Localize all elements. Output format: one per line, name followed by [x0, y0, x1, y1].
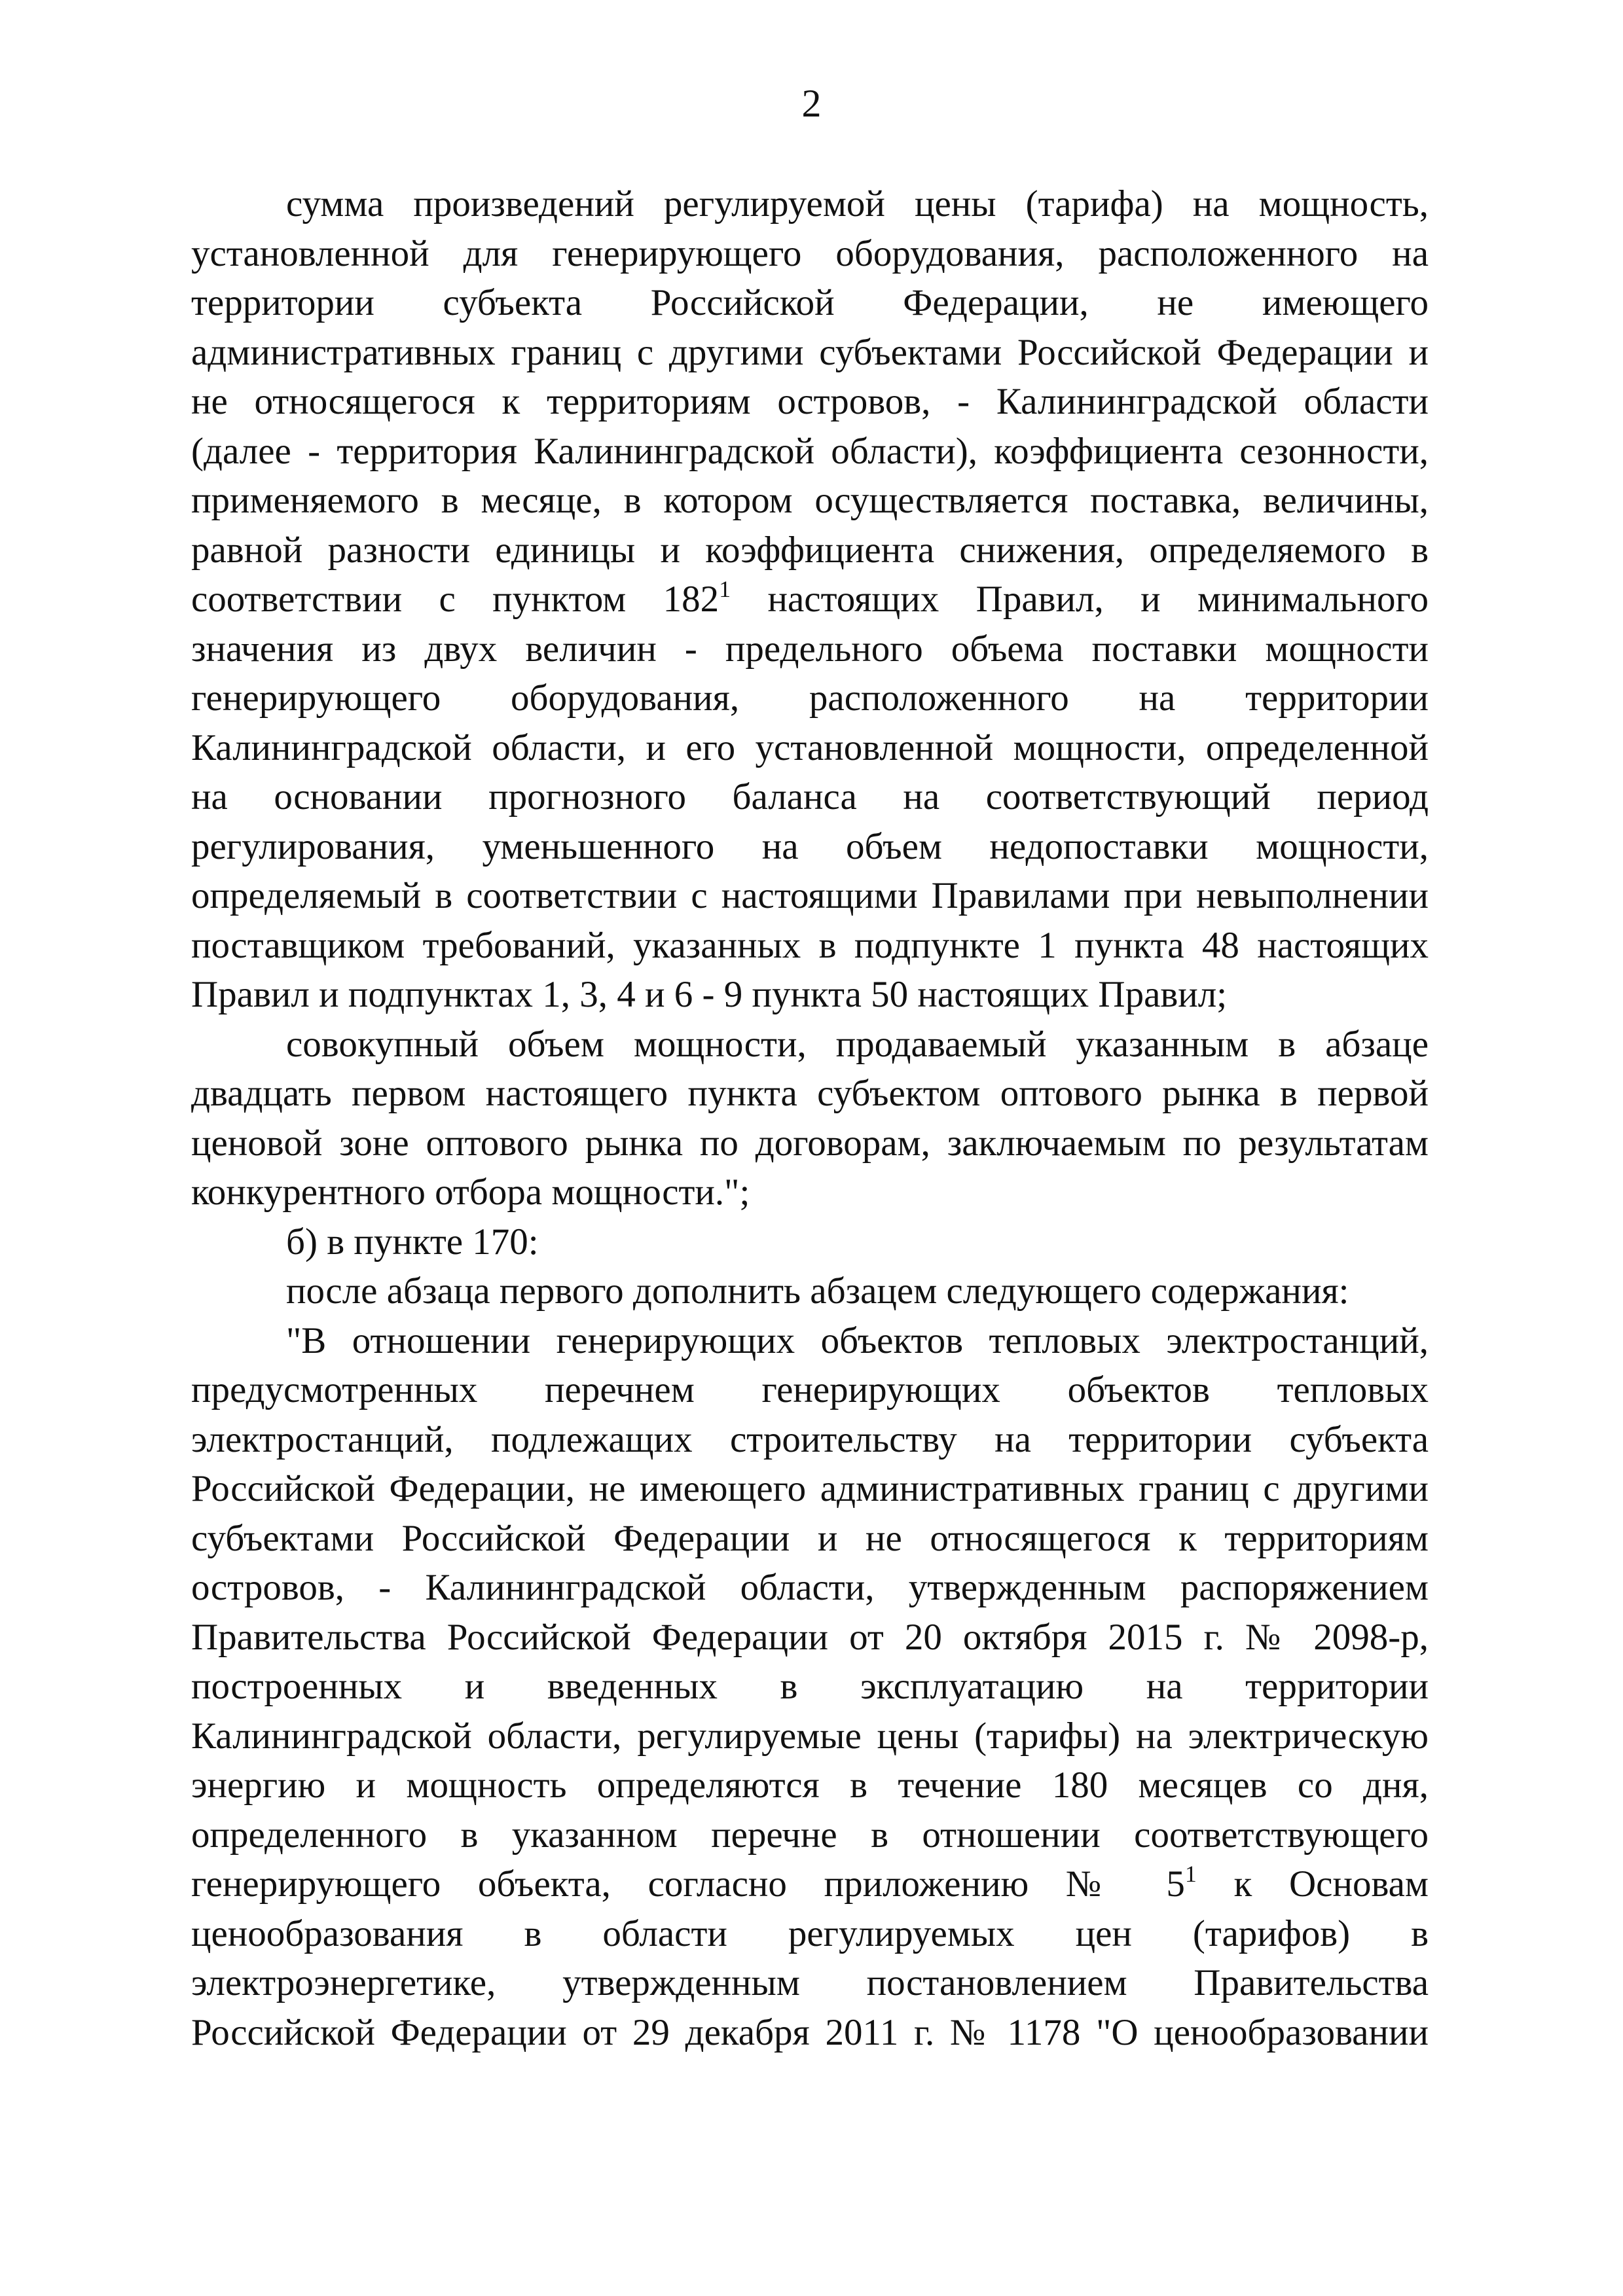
- text-line: значения из двух величин - предельного объема поставки мощности: [191, 628, 1429, 670]
- text-line: Правил и подпунктах 1, 3, 4 и 6 - 9 пункта 50 настоящих Правил;: [191, 974, 1228, 1015]
- text-line: определенного в указанном перечне в отношении соответствующего: [191, 1814, 1429, 1856]
- superscript: 1: [1184, 1861, 1197, 1887]
- text-line: электроэнергетике, утвержденным постановлением Правительства: [191, 1962, 1429, 2003]
- text-line: поставщиком требований, указанных в подпункте 1 пункта 48 настоящих: [191, 924, 1429, 966]
- text-line: предусмотренных перечнем генерирующих объектов тепловых: [191, 1369, 1429, 1410]
- text-line: субъектами Российской Федерации и не относящегося к территориям: [191, 1517, 1429, 1559]
- text-line: применяемого в месяце, в котором осуществляется поставка, величины,: [191, 480, 1429, 521]
- text-line: б) в пункте 170:: [286, 1221, 539, 1263]
- text-line: равной разности единицы и коэффициента снижения, определяемого в: [191, 529, 1429, 571]
- text-line: сумма произведений регулируемой цены (тарифа) на мощность,: [286, 183, 1429, 224]
- text-line: ценообразования в области регулируемых цен (тарифов) в: [191, 1912, 1429, 1954]
- text-segment: соответствии с пунктом 182: [191, 579, 720, 620]
- text-line: на основании прогнозного баланса на соответствующий период: [191, 776, 1429, 817]
- text-line: Российской Федерации от 29 декабря 2011 г. № 1178 "О ценообразовании: [191, 2011, 1429, 2053]
- text-line: [191, 1859, 1429, 1909]
- text-line: определяемый в соответствии с настоящими Правилами при невыполнении: [191, 875, 1429, 916]
- text-line: генерирующего оборудования, расположенного на территории: [191, 677, 1429, 719]
- text-line: Калининградской области, регулируемые цены (тарифы) на электрическую: [191, 1715, 1429, 1757]
- text-line: не относящегося к территориям островов, - Калининградской области: [191, 381, 1429, 422]
- text-line: энергию и мощность определяются в течение 180 месяцев со дня,: [191, 1765, 1429, 1806]
- text-line: ценовой зоне оптового рынка по договорам, заключаемым по результатам: [191, 1122, 1429, 1164]
- text-line: "В отношении генерирующих объектов тепловых электростанций,: [286, 1319, 1429, 1361]
- text-segment: генерирующего объекта, согласно приложению № 5: [191, 1863, 1185, 1905]
- text-line: островов, - Калининградской области, утвержденным распоряжением: [191, 1567, 1429, 1608]
- document-body: [191, 179, 1429, 2057]
- text-line: административных границ с другими субъектами Российской Федерации и: [191, 331, 1429, 373]
- text-segment: настоящих Правил, и минимального: [731, 579, 1429, 620]
- text-line: (далее - территория Калининградской области), коэффициента сезонности,: [191, 430, 1429, 472]
- text-line: Калининградской области, и его установленной мощности, определенной: [191, 726, 1429, 768]
- text-line: электростанций, подлежащих строительству на территории субъекта: [191, 1418, 1429, 1460]
- text-line: совокупный объем мощности, продаваемый указанным в абзаце: [286, 1023, 1429, 1065]
- text-line: установленной для генерирующего оборудования, расположенного на: [191, 232, 1429, 274]
- text-line: после абзаца первого дополнить абзацем следующего содержания:: [286, 1270, 1349, 1312]
- text-segment: к Основам: [1196, 1863, 1429, 1905]
- text-line: [191, 575, 1429, 624]
- text-line: Российской Федерации, не имеющего административных границ с другими: [191, 1468, 1429, 1509]
- page-number: 2: [801, 82, 822, 125]
- text-line: конкурентного отбора мощности.";: [191, 1172, 750, 1213]
- text-line: двадцать первом настоящего пункта субъектом оптового рынка в первой: [191, 1073, 1429, 1114]
- superscript: 1: [719, 576, 731, 602]
- text-line: регулирования, уменьшенного на объем недопоставки мощности,: [191, 825, 1429, 867]
- text-line: территории субъекта Российской Федерации, не имеющего: [191, 282, 1429, 323]
- text-line: Правительства Российской Федерации от 20 октября 2015 г. № 2098-р,: [191, 1616, 1429, 1658]
- text-line: построенных и введенных в эксплуатацию на территории: [191, 1666, 1429, 1707]
